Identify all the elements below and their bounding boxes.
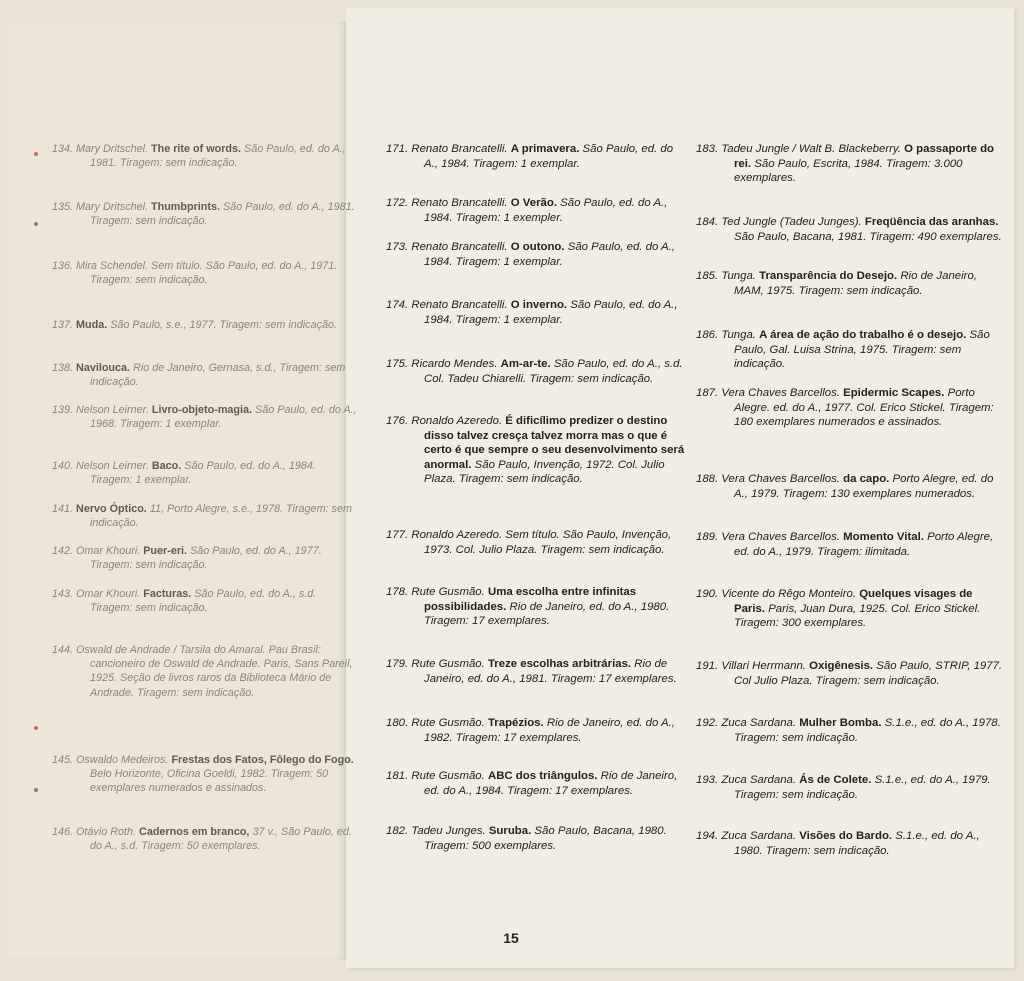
entry-title: Facturas.	[143, 588, 192, 600]
entry-number: 185.	[696, 270, 719, 282]
catalog-entry	[696, 215, 1004, 244]
catalog-entry	[52, 502, 358, 530]
entry-author: Zuca Sardana.	[721, 717, 797, 729]
entry-title: A área de ação do trabalho é o desejo.	[759, 329, 967, 341]
entry-details: São Paulo, ed. do A., 1977. Tiragem: sem indicação.	[90, 545, 322, 572]
entry-details: São Paulo, ed. do A., 1981. Tiragem: sem indicação.	[90, 143, 346, 170]
entry-author: Vera Chaves Barcellos.	[721, 473, 840, 485]
entry-number: 140.	[52, 460, 74, 472]
catalog-entry	[386, 298, 686, 327]
entry-number: 136.	[52, 260, 74, 272]
catalog-entry	[386, 657, 686, 686]
entry-number: 146.	[52, 826, 74, 838]
catalog-entry	[52, 825, 358, 853]
entry-details: São Paulo, ed. do A., 1984. Tiragem: 1 exemplar.	[424, 299, 678, 326]
catalog-entry	[52, 200, 358, 228]
entry-number: 183.	[696, 143, 719, 155]
entry-number: 134.	[52, 143, 74, 155]
entry-title: O inverno.	[510, 299, 568, 311]
entry-title: Thumbprints.	[151, 201, 220, 213]
entry-number: 171.	[386, 143, 409, 155]
catalog-entry	[52, 587, 358, 615]
entry-author: Omar Khouri.	[76, 588, 141, 600]
catalog-entry	[386, 357, 686, 386]
entry-details: Rio de Janeiro, ed. do A., 1984. Tiragem: 17 exemplares.	[424, 770, 678, 797]
catalog-entry	[52, 753, 358, 796]
entry-details: São Paulo, ed. do A., 1981. Tiragem: sem indicação.	[90, 201, 355, 228]
entry-author: Oswaldo Medeiros.	[76, 754, 169, 766]
catalog-entry	[52, 142, 358, 170]
catalog-entry	[386, 142, 686, 171]
catalog-entry	[52, 643, 358, 700]
entry-title: Navilouca.	[76, 362, 131, 374]
entry-details: Sem título. São Paulo, ed. do A., 1971. Tiragem: sem indicação.	[90, 260, 338, 287]
catalog-entry	[386, 824, 686, 853]
catalog-entry	[696, 587, 1004, 631]
entry-number: 175.	[386, 358, 409, 370]
catalog-entry	[386, 240, 686, 269]
entry-details: Paris, Juan Dura, 1925. Col. Erico Stickel. Tiragem: 300 exemplares.	[734, 602, 981, 630]
entry-title: Puer-eri.	[143, 545, 188, 557]
page-number: 15	[503, 930, 519, 946]
entry-title: Cadernos em branco,	[139, 826, 250, 838]
entry-number: 139.	[52, 404, 74, 416]
entry-details: Rio de Janeiro, ed. do A., 1981. Tiragem: 17 exemplares.	[424, 658, 677, 685]
catalog-entry	[52, 459, 358, 487]
entry-number: 189.	[696, 531, 719, 543]
entry-details: São Paulo, ed. do A., s.d. Tiragem: sem indicação.	[90, 588, 317, 615]
entry-author: Zuca Sardana.	[721, 774, 797, 786]
entry-details: São Paulo, Bacana, 1981. Tiragem: 490 exemplares.	[734, 230, 1002, 243]
entry-title: O outono.	[510, 241, 565, 253]
entry-number: 180.	[386, 717, 409, 729]
entry-number: 172.	[386, 197, 409, 209]
entry-title: Freqüência das aranhas.	[864, 216, 999, 228]
entry-author: Mary Dritschel.	[76, 143, 149, 155]
entry-details: São Paulo, s.e., 1977. Tiragem: sem indicação.	[110, 319, 337, 331]
catalog-entry	[696, 142, 1004, 186]
entry-number: 192.	[696, 717, 719, 729]
entry-author: Omar Khouri.	[76, 545, 141, 557]
catalog-entry	[52, 403, 358, 431]
entry-author: Tunga.	[721, 329, 756, 341]
entry-title: The rite of words.	[151, 143, 241, 155]
catalog-entry	[52, 361, 358, 389]
entry-details: São Paulo, Escrita, 1984. Tiragem: 3.000 exemplares.	[734, 157, 963, 185]
entry-number: 145.	[52, 754, 74, 766]
entry-number: 143.	[52, 588, 74, 600]
entry-author: Ted Jungle (Tadeu Junges).	[721, 216, 862, 228]
catalog-entry	[696, 659, 1004, 688]
entry-number: 176.	[386, 415, 409, 427]
entry-details: Porto Alegre. ed. do A., 1977. Col. Erico Stickel. Tiragem: 180 exemplares numerados e assinados.	[734, 387, 994, 429]
entry-title: A primavera.	[510, 143, 580, 155]
entry-author: Vera Chaves Barcellos.	[721, 387, 840, 399]
entry-author: Renato Brancatelli.	[411, 299, 508, 311]
catalog-entry	[386, 716, 686, 745]
entry-details: Porto Alegre, ed. do A., 1979. Tiragem: 130 exemplares numerados.	[734, 473, 994, 500]
entry-number: 181.	[386, 770, 409, 782]
entry-author: Villari Herrmann.	[721, 660, 806, 672]
entry-details: S.1.e., ed. do A., 1979. Tiragem: sem indicação.	[734, 774, 991, 801]
entry-author: Mira Schendel.	[76, 260, 149, 272]
entry-title: Transparência do Desejo.	[759, 270, 898, 282]
entry-details: São Paulo, ed. do A., 1984. Tiragem: 1 exemplar.	[90, 460, 316, 487]
entry-details: Rio de Janeiro, MAM, 1975. Tiragem: sem indicação.	[734, 270, 977, 297]
entry-author: Rute Gusmão.	[411, 586, 485, 598]
entry-details: Sem título. São Paulo, Invenção, 1973. Col. Julio Plaza. Tiragem: sem indicação.	[424, 529, 672, 556]
entry-author: Renato Brancatelli.	[411, 197, 508, 209]
entry-details: S.1.e., ed. do A., 1980. Tiragem: sem indicação.	[734, 830, 980, 857]
entry-author: Ricardo Mendes.	[411, 358, 498, 370]
entry-title: Suruba.	[488, 825, 532, 837]
entry-author: Rute Gusmão.	[411, 770, 485, 782]
entry-number: 182.	[386, 825, 409, 837]
entry-number: 177.	[386, 529, 409, 541]
entry-title: Uma escolha entre infinitas possibilidades.	[424, 586, 637, 613]
entry-title: Mulher Bomba.	[799, 717, 882, 729]
entry-number: 190.	[696, 588, 719, 600]
catalog-entry	[696, 269, 1004, 298]
entry-details: São Paulo, ed. do A., 1984. Tiragem: 1 exemplar.	[424, 143, 674, 170]
entry-author: Tunga.	[721, 270, 756, 282]
catalog-entry	[52, 544, 358, 572]
entry-author: Vicente do Rêgo Monteiro.	[721, 588, 857, 600]
entry-title: É dificílimo predizer o destino disso talvez cresça talvez morra mas o que é certo é que sempre o seu desenvolvimento será anormal.	[424, 415, 685, 471]
catalog-entry	[52, 259, 358, 287]
entry-author: Otávio Roth.	[76, 826, 137, 838]
entry-author: Renato Brancatelli.	[411, 143, 508, 155]
entry-author: Ronaldo Azeredo.	[411, 415, 503, 427]
catalog-entry	[386, 414, 686, 487]
catalog-entry	[696, 472, 1004, 501]
entry-details: 11, Porto Alegre, s.e., 1978. Tiragem: sem indicação.	[90, 503, 352, 530]
entry-title: Visões do Bardo.	[799, 830, 893, 842]
catalog-entry	[386, 585, 686, 629]
entry-details: São Paulo, ed. do A., 1984. Tiragem: 1 exemplar.	[424, 241, 675, 268]
binding-hole	[34, 726, 38, 730]
entry-details: São Paulo, Invenção, 1972. Col. Julio Plaza. Tiragem: sem indicação.	[424, 458, 665, 486]
entry-number: 138.	[52, 362, 74, 374]
entry-title: Livro-objeto-magia.	[151, 404, 253, 416]
entry-number: 135.	[52, 201, 74, 213]
catalog-entry	[386, 528, 686, 557]
entry-title: Baco.	[151, 460, 182, 472]
entry-title: O passaporte do rei.	[734, 143, 995, 170]
entry-number: 141.	[52, 503, 74, 515]
entry-title: Treze escolhas arbitrárias.	[487, 658, 632, 670]
entry-details: São Paulo, STRIP, 1977. Col Julio Plaza. Tiragem: sem indicação.	[734, 660, 1003, 687]
entry-details: S.1.e., ed. do A., 1978. Tiragem: sem indicação.	[734, 717, 1001, 744]
binding-hole	[34, 152, 38, 156]
entry-title: Momento Vital.	[843, 531, 924, 543]
entry-details: Rio de Janeiro, ed. do A., 1980. Tiragem: 17 exemplares.	[424, 600, 670, 628]
entry-author: Mary Dritschel.	[76, 201, 149, 213]
entry-number: 179.	[386, 658, 409, 670]
binding-hole	[34, 788, 38, 792]
catalog-entry	[696, 530, 1004, 559]
entry-title: Oxigênesis.	[809, 660, 874, 672]
entry-number: 188.	[696, 473, 719, 485]
catalog-entry	[696, 773, 1004, 802]
entry-number: 144.	[52, 644, 74, 656]
catalog-entry	[386, 769, 686, 798]
entry-details: São Paulo, ed. do A., s.d. Col. Tadeu Chiarelli. Tiragem: sem indicação.	[424, 358, 683, 385]
entry-title: Am-ar-te.	[500, 358, 551, 370]
entry-details: São Paulo, ed. do A., 1984. Tiragem: 1 exempler.	[424, 197, 668, 224]
binding-hole	[34, 222, 38, 226]
entry-number: 186.	[696, 329, 719, 341]
entry-details: Porto Alegre, ed. do A., 1979. Tiragem: ilimitada.	[734, 531, 994, 558]
entry-details: Rio de Janeiro, Gernasa, s.d., Tiragem: sem indicação.	[90, 362, 346, 389]
catalog-entry	[696, 328, 1004, 372]
entry-title: Trapézios.	[487, 717, 544, 729]
catalog-entry	[52, 318, 358, 332]
entry-number: 173.	[386, 241, 409, 253]
catalog-entry	[696, 716, 1004, 745]
entry-author: Rute Gusmão.	[411, 658, 485, 670]
entry-author: Zuca Sardana.	[721, 830, 797, 842]
entry-number: 174.	[386, 299, 409, 311]
entry-number: 193.	[696, 774, 719, 786]
entry-title: Nervo Óptico.	[76, 503, 147, 515]
entry-title: Frestas dos Fatos, Fôlego do Fogo.	[171, 754, 354, 766]
entry-author: Rute Gusmão.	[411, 717, 485, 729]
entry-author: Ronaldo Azeredo.	[411, 529, 503, 541]
entry-title: da capo.	[843, 473, 890, 485]
entry-author: Vera Chaves Barcellos.	[721, 531, 840, 543]
entry-number: 184.	[696, 216, 719, 228]
entry-author: Nelson Leirner.	[76, 460, 149, 472]
entry-details: 37 v., São Paulo, ed. do A., s.d. Tiragem: 50 exemplares.	[90, 826, 352, 853]
entry-author: Renato Brancatelli.	[411, 241, 508, 253]
entry-author: Tadeu Jungle / Walt B. Blackeberry.	[721, 143, 901, 155]
entry-details: São Paulo, Gal. Luisa Strina, 1975. Tiragem: sem indicação.	[734, 329, 990, 371]
entry-details: Pau Brasil: cancioneiro de Oswald de Andrade. Paris, Sans Pareil, 1925. Seção de livros raros da Biblioteca Mário de Andrade. Tiragem: sem indicação.	[90, 644, 353, 699]
entry-number: 187.	[696, 387, 719, 399]
catalog-entry	[696, 829, 1004, 858]
entry-title: O Verão.	[510, 197, 557, 209]
catalog-entry	[696, 386, 1004, 430]
entry-number: 137.	[52, 319, 74, 331]
entry-number: 142.	[52, 545, 74, 557]
entry-details: São Paulo, ed. do A., 1968. Tiragem: 1 exemplar.	[90, 404, 357, 431]
entry-details: Rio de Janeiro, ed. do A., 1982. Tiragem: 17 exemplares.	[424, 717, 675, 744]
entry-number: 194.	[696, 830, 719, 842]
entry-title: ABC dos triângulos.	[487, 770, 598, 782]
entry-number: 178.	[386, 586, 409, 598]
entry-title: Epidermic Scapes.	[843, 387, 945, 399]
entry-title: Muda.	[76, 319, 108, 331]
entry-author: Nelson Leirner.	[76, 404, 149, 416]
catalog-entry	[386, 196, 686, 225]
entry-author: Oswald de Andrade / Tarsila do Amaral.	[76, 644, 266, 656]
entry-number: 191.	[696, 660, 719, 672]
entry-details: Belo Horizonte, Oficina Goeldi, 1982. Tiragem: 50 exemplares numerados e assinados.	[90, 768, 329, 795]
entry-title: Quelques visages de Paris.	[734, 588, 973, 615]
entry-details: São Paulo, Bacana, 1980. Tiragem: 500 exemplares.	[424, 825, 667, 852]
entry-author: Tadeu Junges.	[411, 825, 486, 837]
entry-title: Ás de Colete.	[799, 774, 872, 786]
